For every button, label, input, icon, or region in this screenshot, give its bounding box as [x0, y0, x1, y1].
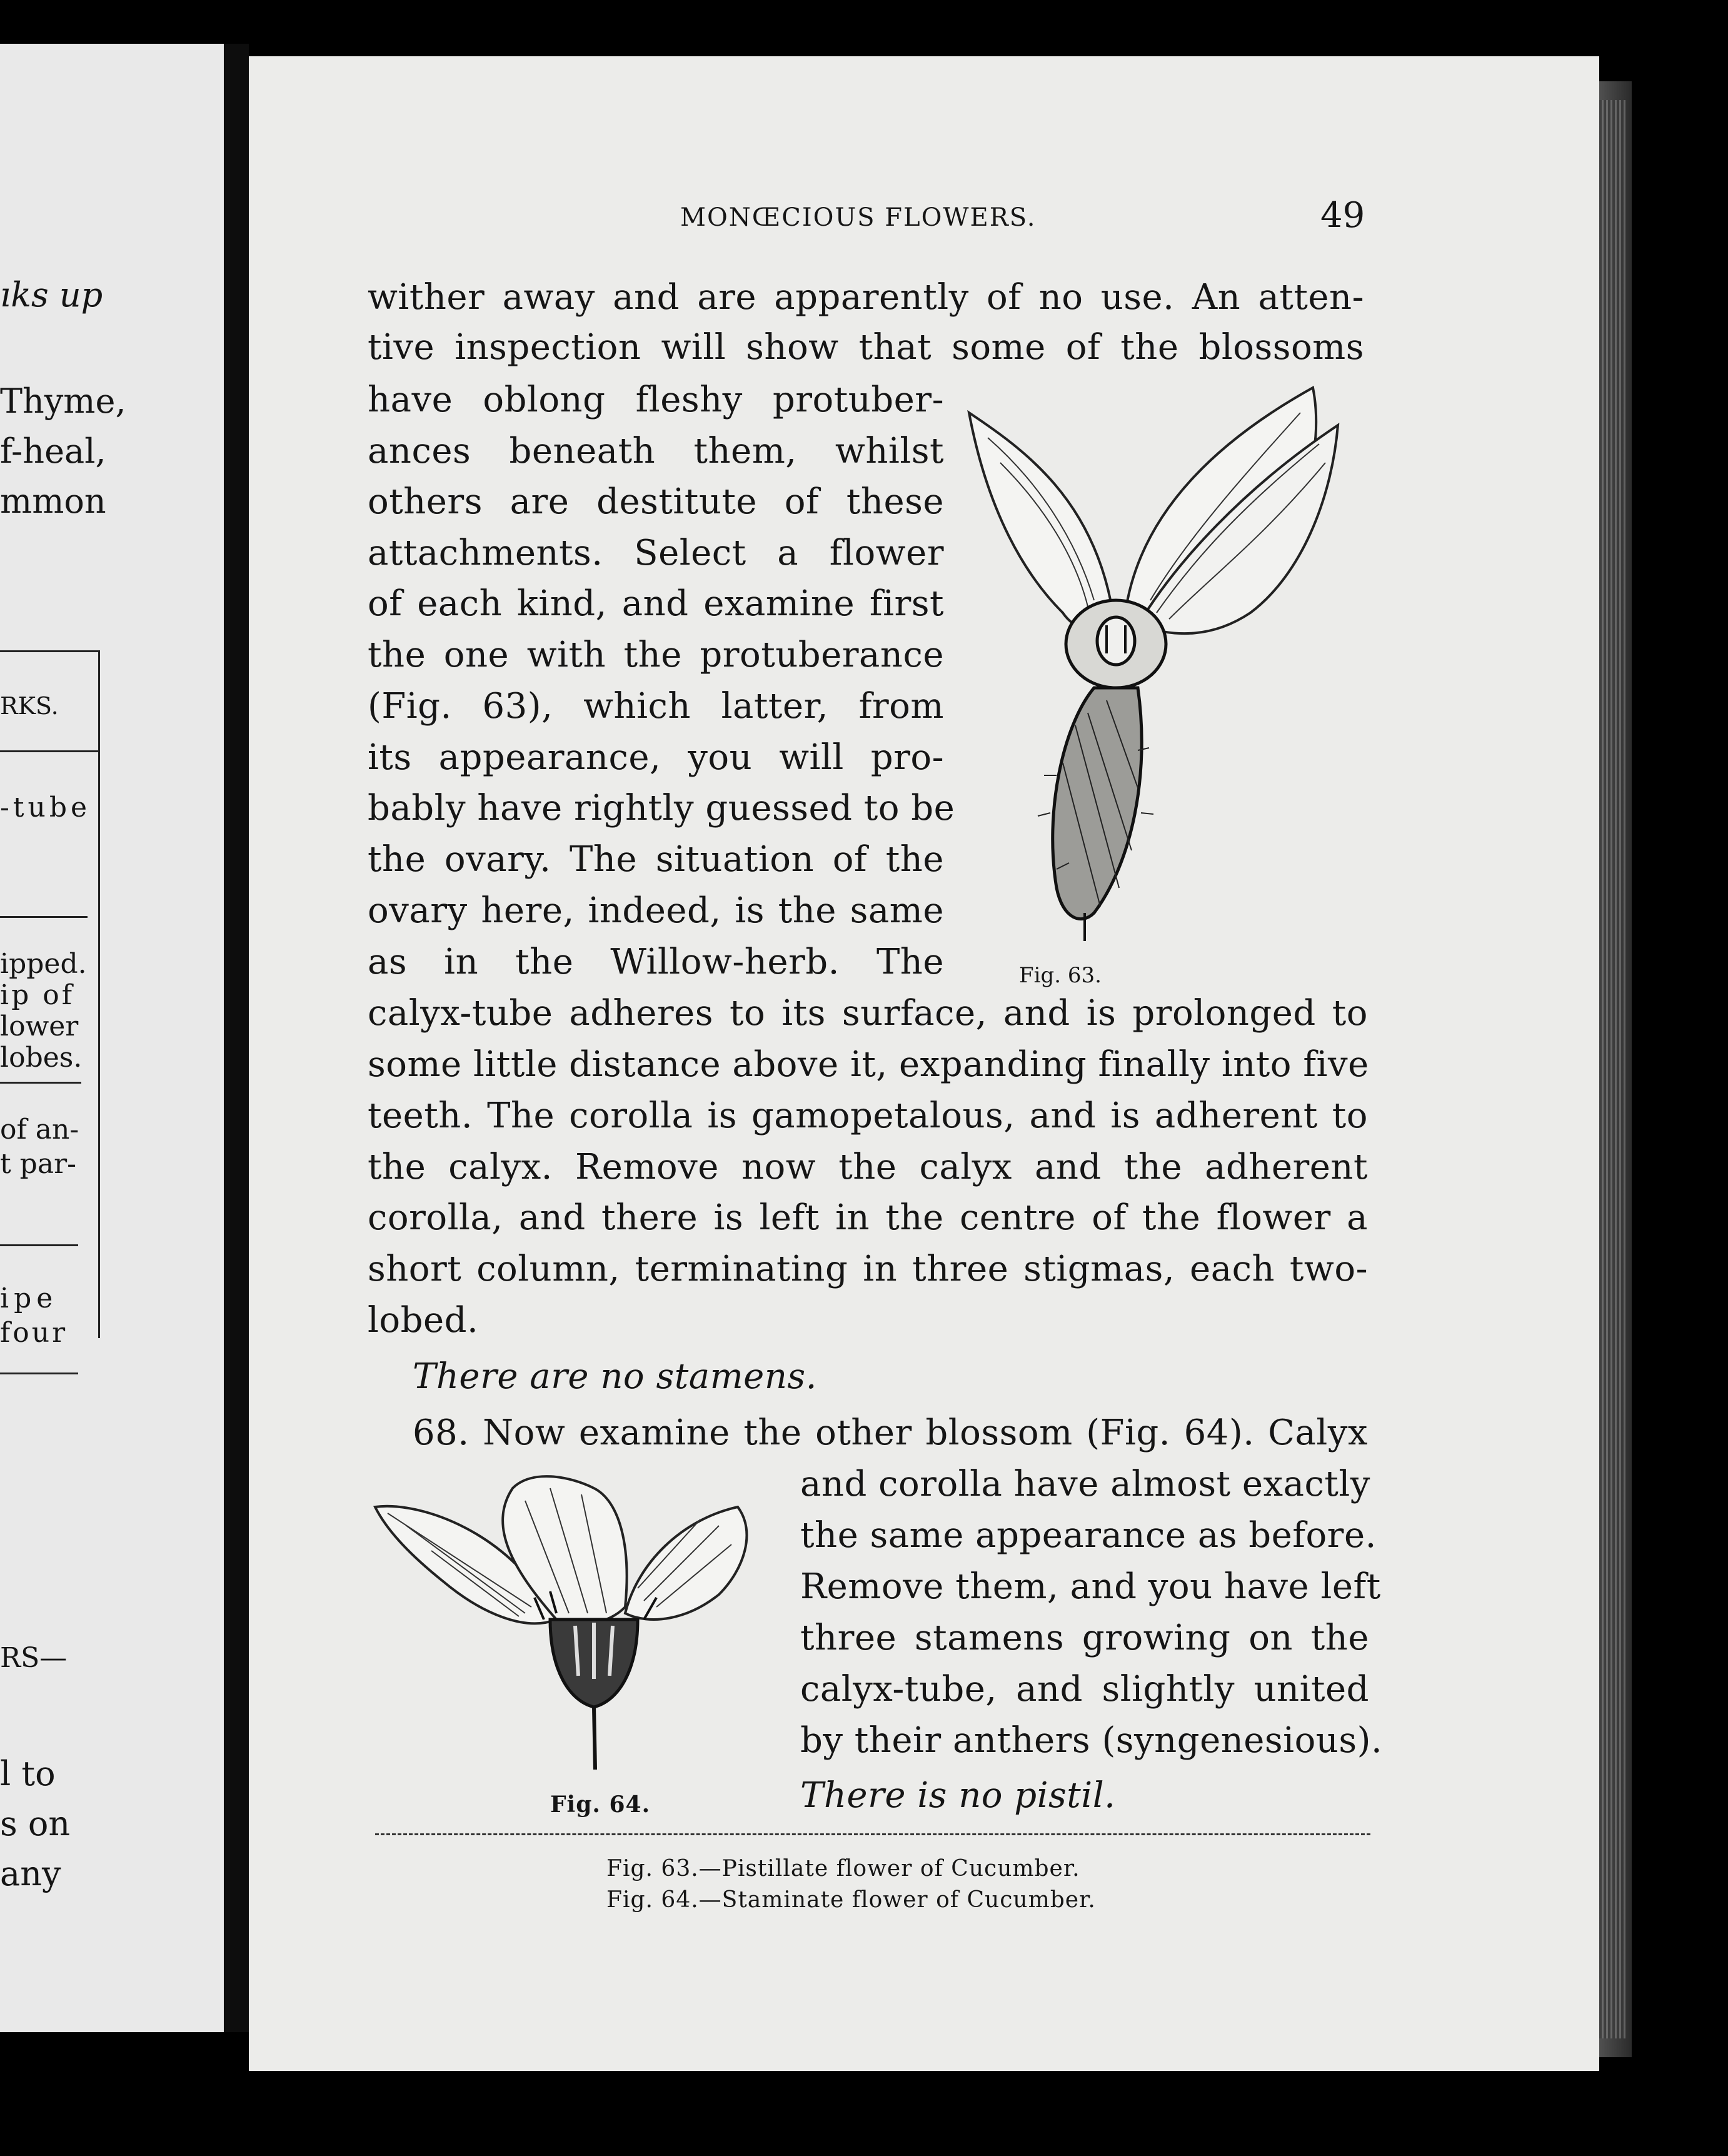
left-fragment: mmon — [0, 481, 106, 521]
text-line: wither away and are apparently of no use. An atten- — [368, 277, 1364, 318]
table-cell: lower — [0, 1010, 79, 1042]
paragraph-68: 68. Now examine the other blossom (Fig. 64). Calyx — [413, 1413, 1368, 1453]
fig63-label: Fig. 63. — [1019, 963, 1102, 988]
text-line: the calyx. Remove now the calyx and the adherent — [368, 1147, 1368, 1187]
text-line: lobed. — [368, 1300, 479, 1341]
left-page — [0, 44, 224, 2032]
text-line: the same appearance as before. — [800, 1515, 1377, 1556]
text-line: have oblong fleshy protuber- — [368, 380, 944, 420]
running-header: MONŒCIOUS FLOWERS. — [680, 203, 1037, 232]
caption-rule — [375, 1833, 1370, 1835]
text-line: corolla, and there is left in the centre of the flower a — [368, 1197, 1368, 1238]
figure-caption: Fig. 63.—Pistillate flower of Cucumber. — [606, 1856, 1080, 1881]
table-cell: of an- — [0, 1114, 79, 1146]
text-line: some little distance above it, expanding finally into five — [368, 1044, 1369, 1085]
left-fragment: s on — [0, 1804, 71, 1843]
text-line: three stamens growing on the — [800, 1618, 1369, 1658]
figure-caption: Fig. 64.—Staminate flower of Cucumber. — [606, 1887, 1096, 1913]
table-head: RKS. — [0, 692, 59, 720]
text-line: tive inspection will show that some of the blossoms — [368, 327, 1364, 368]
left-fragment: f-heal, — [0, 431, 106, 471]
fig63-illustration — [950, 375, 1350, 950]
fig64-label: Fig. 64. — [550, 1791, 651, 1818]
fig64-illustration — [369, 1463, 781, 1776]
text-line: (Fig. 63), which latter, from — [368, 686, 944, 727]
text-line: ances beneath them, whilst — [368, 431, 944, 471]
text-line: as in the Willow-herb. The — [368, 942, 944, 982]
left-fragment: l to — [0, 1754, 56, 1793]
page-number: 49 — [1320, 195, 1365, 236]
book-gutter — [224, 44, 249, 2032]
left-fragment: any — [0, 1854, 61, 1893]
text-line: attachments. Select a flower — [368, 533, 944, 573]
table-cell: lobes. — [0, 1042, 83, 1074]
italic-note: There are no stamens. — [413, 1356, 817, 1397]
left-fragment: ıks up — [0, 275, 103, 315]
table-rule — [0, 1082, 81, 1084]
text-line: the ovary. The situation of the — [368, 839, 944, 880]
italic-note: There is no pistil. — [800, 1775, 1116, 1816]
table-cell: t par- — [0, 1148, 76, 1180]
text-line: teeth. The corolla is gamopetalous, and is adherent to — [368, 1096, 1368, 1136]
table-cell: -tube — [0, 792, 91, 824]
table-cell: ip of — [0, 979, 74, 1011]
text-line: and corolla have almost exactly — [800, 1464, 1370, 1504]
table-cell: ipe — [0, 1282, 58, 1314]
table-rule — [0, 916, 88, 918]
text-line: bably have rightly guessed to be — [368, 788, 955, 829]
text-line: others are destitute of these — [368, 481, 944, 522]
left-fragment: RS— — [0, 1642, 68, 1674]
text-line: its appearance, you will pro- — [368, 737, 944, 778]
text-line: calyx-tube adheres to its surface, and is prolonged to — [368, 993, 1368, 1034]
text-line: the one with the protuberance — [368, 635, 944, 675]
text-line: ovary here, indeed, is the same — [368, 890, 944, 931]
text-line: by their anthers (syngenesious). — [800, 1720, 1383, 1761]
table-rule — [0, 1373, 78, 1374]
text-line: of each kind, and examine first — [368, 583, 944, 624]
text-line: calyx-tube, and slightly united — [800, 1669, 1369, 1710]
text-line: Remove them, and you have left — [800, 1566, 1381, 1607]
table-cell: four — [0, 1317, 68, 1349]
table-cell: ipped. — [0, 948, 87, 980]
table-rule — [0, 750, 100, 752]
table-rule — [0, 1244, 78, 1246]
left-fragment: Thyme, — [0, 381, 126, 421]
table-rule — [0, 650, 100, 652]
text-line: short column, terminating in three stigmas, each two- — [368, 1249, 1368, 1289]
table-rule — [98, 650, 100, 1338]
